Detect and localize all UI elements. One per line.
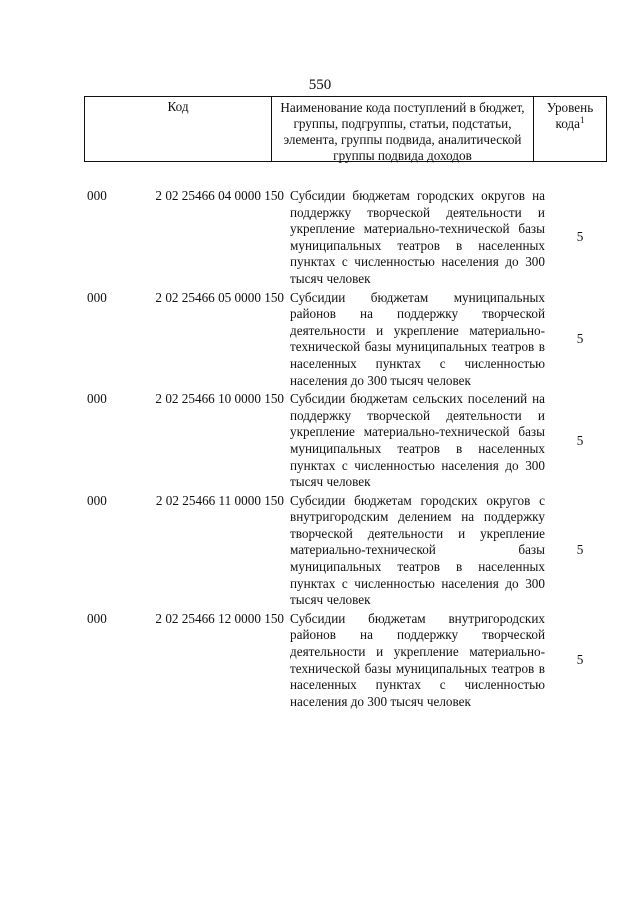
table-row [84,493,607,609]
table-row [84,611,607,711]
income-name: Субсидии бюджетам муниципальных районов на поддержку творческой деятельности и укрепление материально-технической базы муниципальных театров в населенных пунктах с численностью населения до 300 тысяч человек [290,289,545,388]
income-name: Субсидии бюджетам городских округов на поддержку творческой деятельности и укрепление материально-технической базы муниципальных театров в населенных пунктах с численностью населения до 300 тысяч человек [290,188,545,286]
table-body [84,188,607,710]
table-row [84,290,607,390]
table-header [84,96,607,162]
code-level: 5 [576,652,584,668]
header-name: Наименование кода поступлений в бюджет, группы, подгруппы, статьи, подстатьи, элемента, группы подвида, аналитической группы подвида доходов [272,97,534,161]
header-level-label: Уровень кода [546,100,594,131]
page-number: 550 [308,77,332,93]
admin-code: 000 [87,289,107,305]
admin-code: 000 [87,492,107,508]
income-code: 2 02 25466 12 0000 150 [155,610,284,626]
income-name: Субсидии бюджетам сельских поселений на поддержку творческой деятельности и укрепление материально-технической базы муниципальных театров в населенных пунктах с численностью населения до 300 тысяч человек [290,391,545,490]
income-code: 2 02 25466 10 0000 150 [155,391,284,407]
income-code: 2 02 25466 04 0000 150 [155,188,284,203]
code-level: 5 [576,542,584,558]
income-name: Субсидии бюджетам внутригородских районов на поддержку творческой деятельности и укрепление материально-технической базы муниципальных театров в населенных пунктах с численностью населения до 300 тысяч человек [290,610,545,709]
table-row [84,391,607,491]
income-code: 2 02 25466 11 0000 150 [155,492,284,508]
income-name: Субсидии бюджетам городских округов с внутригородским делением на поддержку творческой деятельности и укрепление материально-технической базы муниципальных театров в населенных пунктах с численностью населения до 300 тысяч человек [290,492,545,608]
code-level: 5 [576,432,584,448]
header-level-footnote: 1 [580,115,585,125]
header-level [534,97,606,161]
income-code: 2 02 25466 05 0000 150 [155,289,284,305]
admin-code: 000 [87,391,107,407]
table-row [84,188,607,288]
admin-code: 000 [87,610,107,626]
header-code: Код [85,97,272,161]
code-level: 5 [576,331,584,347]
code-level: 5 [576,229,584,245]
admin-code: 000 [87,188,107,203]
